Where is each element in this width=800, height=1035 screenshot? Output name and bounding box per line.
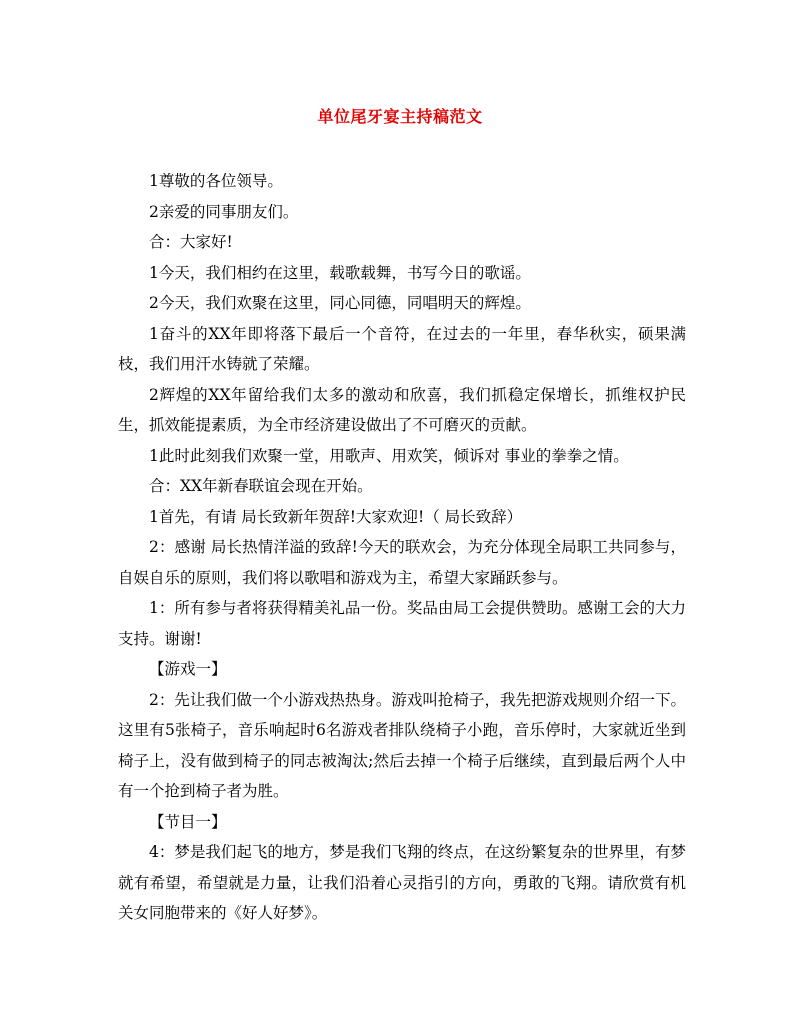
document-body — [118, 166, 686, 929]
paragraph: 1尊敬的各位领导。 — [149, 172, 283, 190]
document-title: 单位尾牙宴主持稿范文 — [317, 107, 483, 126]
paragraph: 1此时此刻我们欢聚一堂，用歌声、用欢笑，倾诉对 事业的拳拳之情。 — [149, 446, 629, 465]
paragraph: 合：XX年新春联谊会现在开始。 — [149, 477, 373, 495]
paragraph: 2亲爱的同事朋友们。 — [149, 202, 299, 221]
paragraph: 合：大家好! — [149, 233, 233, 251]
paragraph: 2辉煌的XX年留给我们太多的激动和欣喜，我们抓稳定保增长，抓维权护民生，抓效能提素质，为全市经济建设做出了不可磨灭的贡献。 — [118, 385, 686, 434]
paragraph: 2：感谢 局长热情洋溢的致辞!今天的联欢会，为充分体现全局职工共同参与，自娱自乐的原则，我们将以歌唱和游戏为主，希望大家踊跃参与。 — [118, 538, 686, 587]
paragraph: 1奋斗的XX年即将落下最后一个音符，在过去的一年里，春华秋实，硕果满枝，我们用汗水铸就了荣耀。 — [118, 324, 686, 373]
paragraph: 2今天，我们欢聚在这里，同心同德，同唱明天的辉煌。 — [149, 294, 531, 312]
paragraph: 4：梦是我们起飞的地方，梦是我们飞翔的终点，在这纷繁复杂的世界里，有梦就有希望，希望就是力量，让我们沿着心灵指引的方向，勇敢的飞翔。请欣赏有机关女同胞带来的《好人好梦》。 — [118, 843, 686, 922]
section-heading-program-one: 【节目一】 — [149, 812, 227, 831]
section-heading-game-one: 【游戏一】 — [149, 660, 227, 678]
paragraph: 1：所有参与者将获得精美礼品一份。奖品由局工会提供赞助。感谢工会的大力支持。谢谢! — [118, 599, 686, 648]
paragraph: 1今天，我们相约在这里，载歌载舞，书写今日的歌谣。 — [149, 263, 531, 282]
paragraph: 1首先，有请 局长致新年贺辞!大家欢迎!（ 局长致辞） — [149, 507, 523, 526]
paragraph: 2：先让我们做一个小游戏热热身。游戏叫抢椅子，我先把游戏规则介绍一下。这里有5张椅子，音乐响起时6名游戏者排队绕椅子小跑，音乐停时，大家就近坐到椅子上，没有做到椅子的同志被淘汰;然后去掉一个椅子后继续，直到最后两个人中有一个抢到椅子者为胜。 — [118, 690, 686, 800]
